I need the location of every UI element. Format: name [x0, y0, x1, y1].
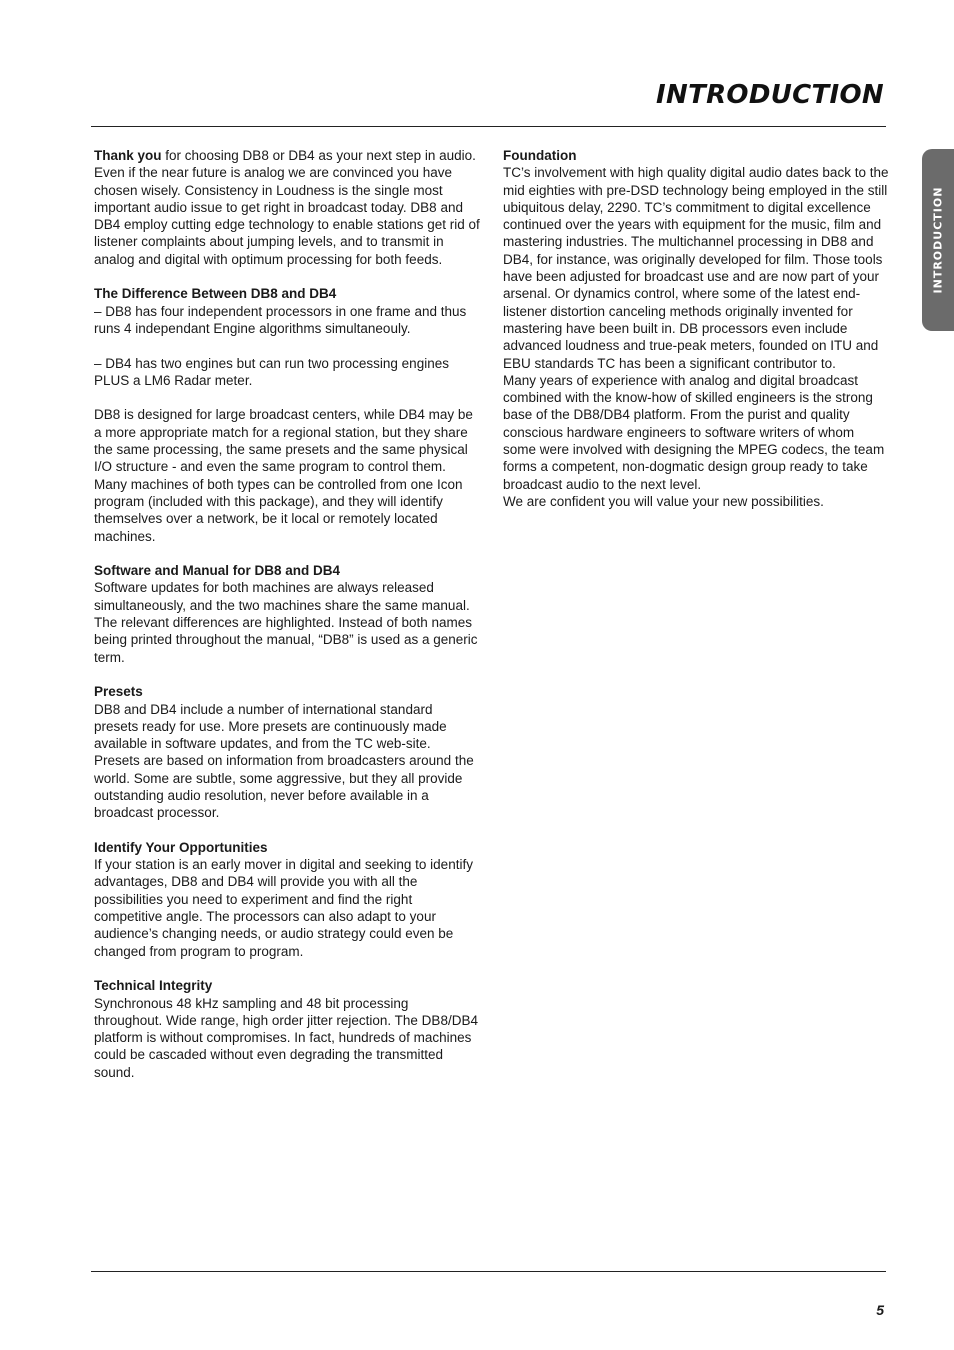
software-section: [94, 562, 480, 666]
software-paragraph: Software updates for both machines are always released simultaneously, and the two machines share the same manual. The relevant differences are highlighted. Instead of both names being printed throughout the manual, “DB8” is used as a generic term.: [94, 580, 478, 665]
foundation-section: [503, 147, 889, 510]
footer-divider: [91, 1271, 886, 1272]
presets-heading: Presets: [94, 684, 143, 700]
difference-heading: The Difference Between DB8 and DB4: [94, 286, 337, 302]
integrity-heading: Technical Integrity: [94, 978, 213, 994]
right-column: [503, 147, 889, 528]
difference-paragraph-1: – DB8 has four independent processors in one frame and thus runs 4 independant Engine algorithms simultaneouly.: [94, 303, 467, 336]
presets-paragraph: DB8 and DB4 include a number of international standard presets ready for use. More presets are continuously made available in software updates, and from the TC web-site. Presets are based on information from broadcasters around the world. Some are subtle, some aggressive, but they all provide outstanding audio resolution, never before available in a broadcast processor.: [94, 701, 474, 821]
foundation-paragraph-1: TC’s involvement with high quality digital audio dates back to the mid eighties with pre-DSD technology being employed in the still ubiquitous delay, 2290. TC’s commitment to digital excellence continued over the years with equipment for the music, film and mastering industries. The multichannel processing in DB8 and DB4, for instance, was originally developed for film. Those tools have been adjusted for broadcast use and are now part of your arsenal. Or dynamics control, where some of the latest end-listener distortion canceling methods originally invented for mastering have been built in. DB processors even include advanced loudness and true-peak meters, founded on ITU and EBU standards TC has been a significant contributor to.: [503, 165, 889, 371]
presets-section: [94, 683, 480, 821]
difference-section-2: [94, 355, 480, 390]
integrity-paragraph: Synchronous 48 kHz sampling and 48 bit processing throughout. Wide range, high order jitter rejection. The DB8/DB4 platform is without compromises. In fact, hundreds of machines could be cascaded without even degrading the transmitted sound.: [94, 995, 478, 1080]
foundation-heading: Foundation: [503, 148, 577, 163]
opportunities-section: [94, 839, 480, 960]
foundation-paragraph-3: We are confident you will value your new possibilities.: [503, 493, 824, 509]
difference-paragraph-2: – DB4 has two engines but can run two processing engines PLUS a LM6 Radar meter.: [94, 355, 449, 388]
foundation-paragraph-2: Many years of experience with analog and digital broadcast combined with the know-how of skilled engineers is the strong base of the DB8/DB4 platform. From the purist and quality conscious hardware engineers to software writers of whom some were involved with designing the MPEG codecs, the team forms a competent, non-dogmatic design group ready to take broadcast audio to the next level.: [503, 372, 885, 492]
intro-paragraph: [94, 147, 480, 268]
page-number: 5: [876, 1302, 884, 1318]
page-title: INTRODUCTION: [656, 80, 884, 110]
section-tab: [922, 149, 954, 331]
integrity-section: [94, 977, 480, 1081]
intro-text: for choosing DB8 or DB4 as your next step in audio. Even if the near future is analog we are convinced you have chosen wisely. Consistency in Loudness is the single most important audio issue to get right in broadcast today. DB8 and DB4 employ cutting edge technology to enable stations get rid of listener complaints about jumping levels, and to transmit in analog and digital with optimum processing for both feeds.: [94, 148, 480, 267]
difference-section-3: [94, 406, 480, 544]
header-divider: [91, 126, 886, 127]
intro-lead: Thank you: [94, 148, 162, 163]
section-tab-label: INTRODUCTION: [931, 186, 945, 294]
opportunities-paragraph: If your station is an early mover in digital and seeking to identify advantages, DB8 and DB4 will provide you with all the possibilities you need to experiment and find the right competitive angle. The processors can also adapt to your audience’s changing needs, or audio strategy could even be changed from program to program.: [94, 857, 473, 959]
left-column: [94, 147, 480, 1098]
software-heading: Software and Manual for DB8 and DB4: [94, 563, 341, 579]
intro-section: [94, 147, 480, 268]
difference-paragraph-3: DB8 is designed for large broadcast centers, while DB4 may be a more appropriate match for a regional station, but they share the same processing, the same presets and the same physical I/O structure - and even the same program to control them. Many machines of both types can be controlled from one Icon program (included with this package), and they will identify themselves over a network, be it local or remotely located machines.: [94, 407, 473, 544]
opportunities-heading: Identify Your Opportunities: [94, 839, 268, 855]
difference-section: [94, 285, 480, 337]
